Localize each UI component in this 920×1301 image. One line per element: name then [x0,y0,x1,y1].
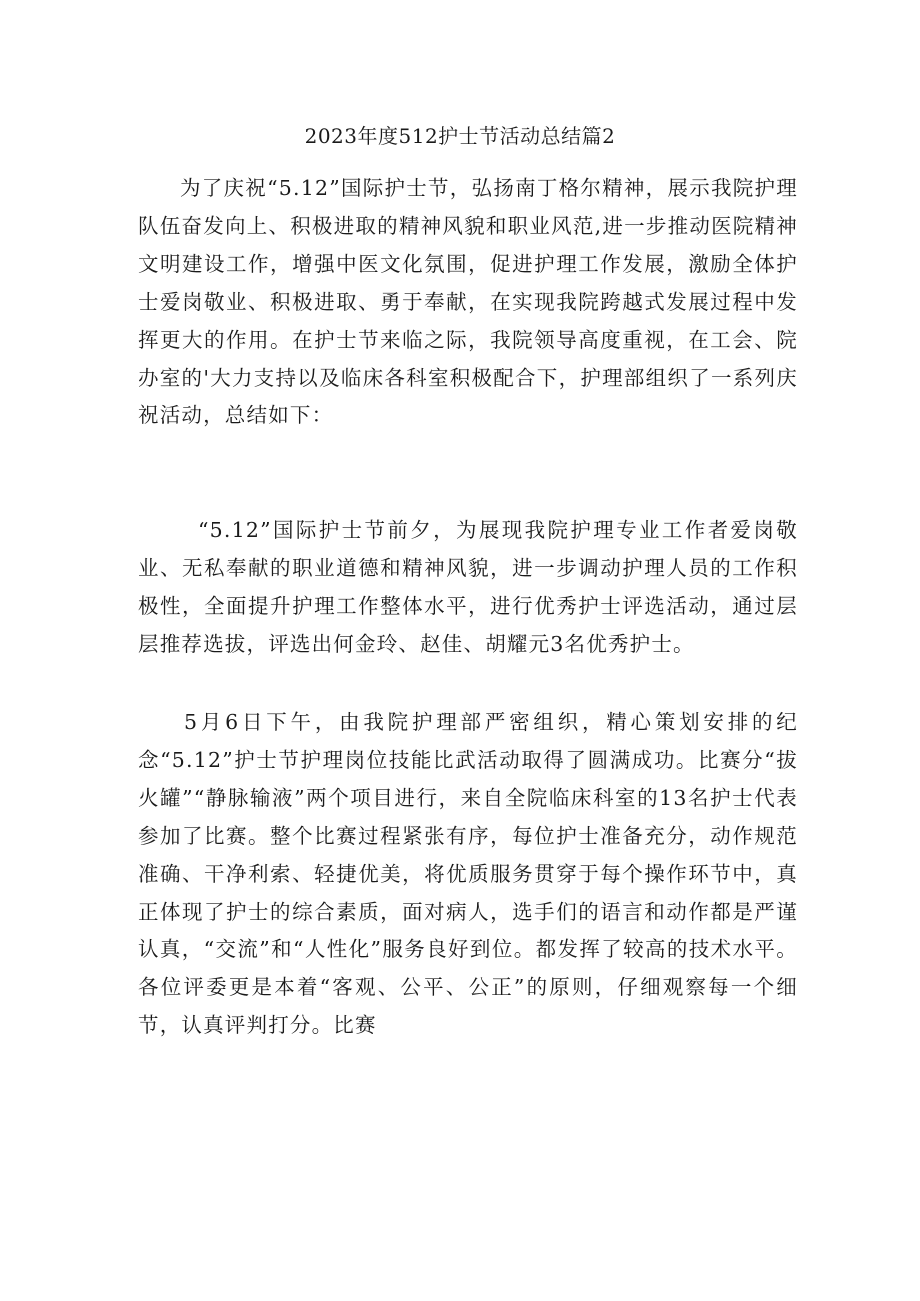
paragraph-intro: 为了庆祝“5.12”国际护士节，弘扬南丁格尔精神，展示我院护理队伍奋发向上、积极进取的精神风貌和职业风范,进一步推动医院精神文明建设工作，增强中医文化氛围，促进护理工作发展，激励全体护士爱岗敬业、积极进取、勇于奉献，在实现我院跨越式发展过程中发挥更大的作用。在护士节来临之际，我院领导高度重视，在工会、院办室的'大力支持以及临床各科室积极配合下，护理部组织了一系列庆祝活动，总结如下： [138,176,798,428]
paragraph-skills-contest: 5月6日下午，由我院护理部严密组织，精心策划安排的纪念“5.12”护士节护理岗位技能比武活动取得了圆满成功。比赛分“拔火罐”“静脉输液”两个项目进行，来自全院临床科室的13名护士代表参加了比赛。整个比赛过程紧张有序，每位护士准备充分，动作规范准确、干净利索、轻捷优美，将优质服务贯穿于每个操作环节中，真正体现了护士的综合素质，面对病人，选手们的语言和动作都是严谨认真，“交流”和“人性化”服务良好到位。都发挥了较高的技术水平。各位评委更是本着“客观、公平、公正”的原则，仔细观察每一个细节，认真评判打分。比赛 [138,710,798,1038]
paragraph-nurse-selection: “5.12”国际护士节前夕，为展现我院护理专业工作者爱岗敬业、无私奉献的职业道德和精神风貌，进一步调动护理人员的工作积极性，全面提升护理工作整体水平，进行优秀护士评选活动，通过层层推荐选拔，评选出何金玲、赵佳、胡耀元3名优秀护士。 [138,518,798,656]
document-title: 2023年度512护士节活动总结篇2 [304,124,616,148]
